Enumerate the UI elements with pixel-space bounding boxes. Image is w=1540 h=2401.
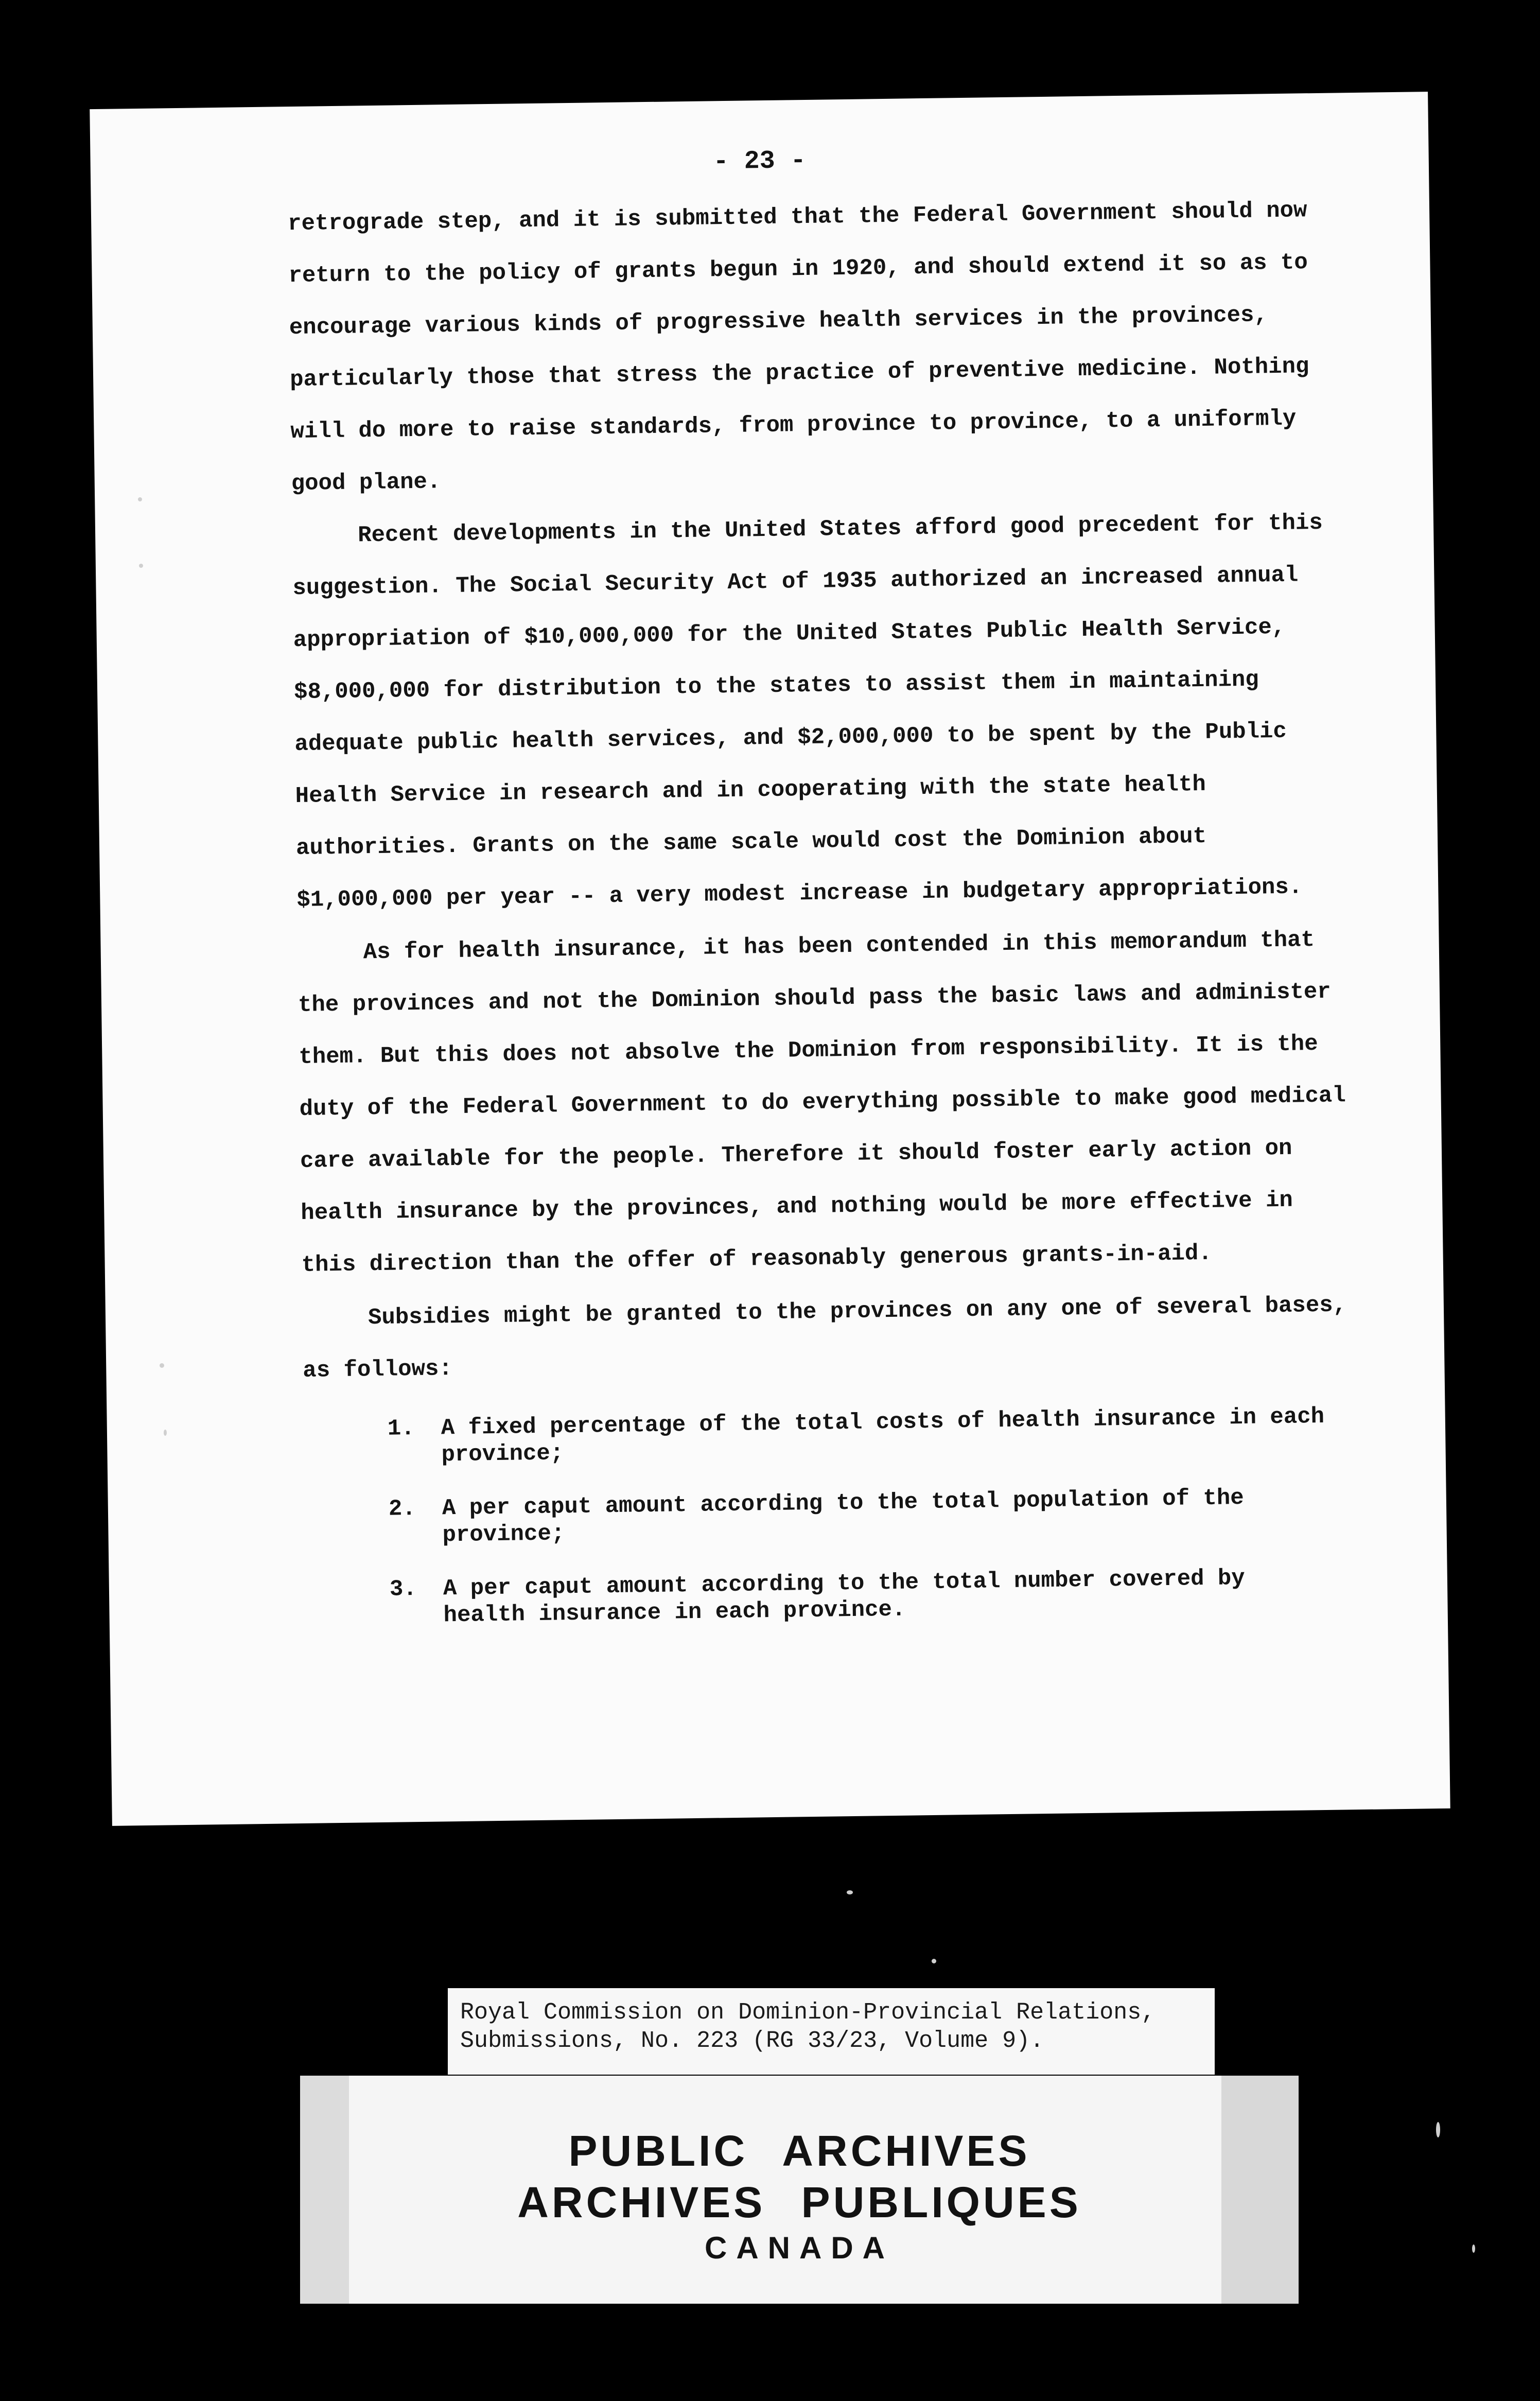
scan-speck: [139, 564, 143, 568]
text-line: appropriation of $10,000,000 for the United States Public Health Service,: [293, 614, 1286, 654]
list-item: [389, 1484, 1316, 1550]
text-line: care available for the people. Therefore it should foster early action on: [300, 1135, 1292, 1174]
paragraph-3: [297, 914, 1362, 1292]
text-line: encourage various kinds of progressive health services in the provinces,: [289, 302, 1268, 341]
text-line: them. But this does not absolve the Dominion from responsibility. It is the: [299, 1031, 1318, 1070]
scan-speck: [164, 1430, 167, 1436]
archive-reference-label: [448, 1988, 1215, 2075]
text-line: Recent developments in the United States afford good precedent for this: [357, 510, 1323, 549]
text-line: adequate public health services, and $2,000,000 to be spent by the Public: [294, 718, 1287, 758]
text-line: province;: [441, 1440, 564, 1468]
text-line: province;: [442, 1521, 565, 1549]
bases-list: [387, 1403, 1325, 1657]
text-line: A per caput amount according to the total population of the: [442, 1485, 1244, 1522]
paragraph-1: [288, 184, 1352, 510]
reference-line-2: Submissions, No. 223 (RG 33/23, Volume 9).: [460, 2028, 1044, 2054]
text-line: duty of the Federal Government to do everything possible to make good medical: [299, 1083, 1346, 1122]
text-line: health insurance by the provinces, and nothing would be more effective in: [301, 1187, 1293, 1226]
list-item-number: 2.: [388, 1496, 416, 1522]
list-item: [387, 1403, 1325, 1469]
text-line: A per caput amount according to the total number covered by: [443, 1565, 1246, 1602]
stamp-line-1: PUBLIC ARCHIVES: [568, 2127, 1030, 2175]
paragraph-4: [302, 1279, 1363, 1397]
text-line: health insurance in each province.: [443, 1596, 906, 1629]
text-line: authorities. Grants on the same scale would cost the Dominion about: [295, 823, 1207, 862]
text-line: particularly those that stress the practice of preventive medicine. Nothing: [289, 354, 1309, 393]
text-line: Subsidies might be granted to the provinces on any one of several bases,: [367, 1292, 1347, 1331]
text-line: suggestion. The Social Security Act of 1935 authorized an increased annual: [292, 562, 1299, 602]
list-item-number: 3.: [389, 1576, 417, 1603]
text-line: will do more to raise standards, from province to province, to a uniformly: [290, 406, 1297, 445]
page-number: - 23 -: [713, 146, 807, 177]
text-line: Health Service in research and in cooperating with the state health: [295, 771, 1206, 810]
stamp-line-2: ARCHIVES PUBLIQUES: [517, 2178, 1081, 2226]
text-line: As for health insurance, it has been contended in this memorandum that: [363, 927, 1315, 966]
text-line: this direction than the offer of reasonably generous grants-in-aid.: [301, 1240, 1212, 1278]
reference-line-1: Royal Commission on Dominion-Provincial Relations,: [460, 1999, 1156, 2026]
text-line: $8,000,000 for distribution to the states to assist them in maintaining: [293, 667, 1259, 706]
document-page: [90, 92, 1450, 1826]
text-line: A fixed percentage of the total costs of health insurance in each: [441, 1403, 1325, 1441]
scan-speck: [1472, 2245, 1475, 2253]
paragraph-2: [292, 497, 1357, 927]
list-item: [390, 1564, 1317, 1630]
text-line: the provinces and not the Dominion should pass the basic laws and administer: [297, 979, 1331, 1019]
text-line: as follows:: [303, 1356, 453, 1384]
public-archives-stamp: [300, 2076, 1299, 2304]
scan-speck: [160, 1363, 164, 1368]
scan-speck: [138, 497, 142, 501]
text-line: return to the policy of grants begun in 1920, and should extend it so as to: [288, 250, 1308, 289]
scan-speck: [1436, 2122, 1440, 2137]
text-line: good plane.: [291, 469, 441, 497]
scan-speck: [847, 1890, 853, 1894]
text-line: retrograde step, and it is submitted that the Federal Government should now: [287, 198, 1307, 237]
list-item-number: 1.: [387, 1416, 415, 1442]
stamp-line-3: CANADA: [705, 2231, 894, 2265]
text-line: $1,000,000 per year -- a very modest increase in budgetary appropriations.: [296, 874, 1303, 914]
scan-speck: [932, 1959, 936, 1963]
